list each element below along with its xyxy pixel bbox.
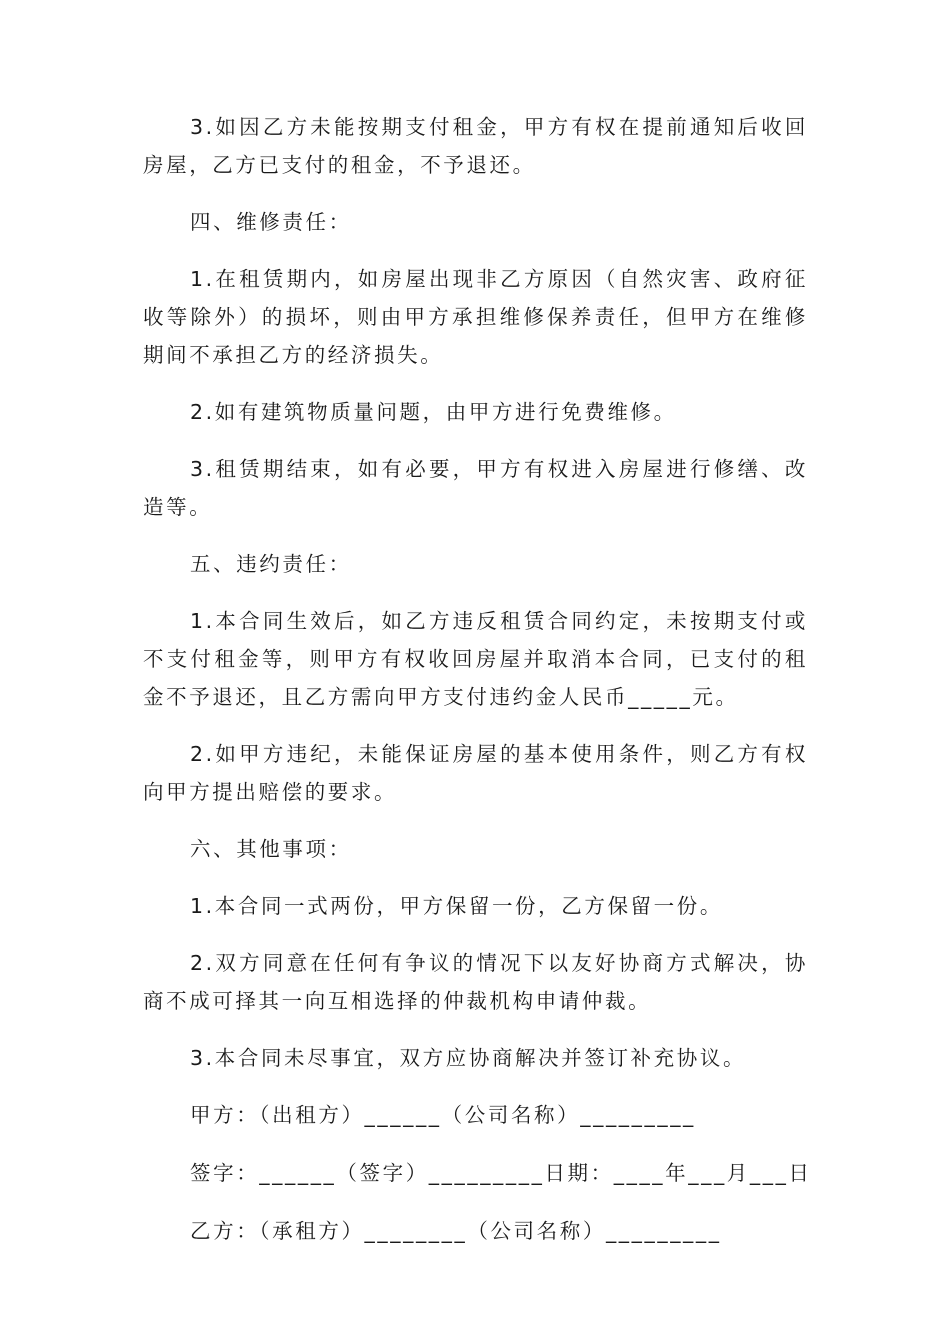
clause-1-tenant-breach: 1.本合同生效后，如乙方违反租赁合同约定，未按期支付或不支付租金等，则甲方有权收回房屋并取消本合同，已支付的租金不予退还，且乙方需向甲方支付违约金人民币_____元。 xyxy=(143,609,808,709)
clause-2-dispute: 2.双方同意在任何有争议的情况下以友好协商方式解决，协商不成可择其一向互相选择的仲裁机构申请仲裁。 xyxy=(143,951,808,1013)
signature-date-line: 签字：______（签字）_________日期：____年___月___日 xyxy=(190,1161,812,1185)
party-b-line: 乙方：（承租方）________（公司名称）_________ xyxy=(190,1219,722,1243)
clause-2-landlord-breach: 2.如甲方违纪，未能保证房屋的基本使用条件，则乙方有权向甲方提出赔偿的要求。 xyxy=(143,742,808,804)
clause-1-copies: 1.本合同一式两份，甲方保留一份，乙方保留一份。 xyxy=(190,894,723,918)
section-heading-maintenance: 四、维修责任： xyxy=(190,210,352,234)
section-heading-other: 六、其他事项： xyxy=(190,837,352,861)
document-body xyxy=(143,108,812,1270)
clause-3-renovation: 3.租赁期结束，如有必要，甲方有权进入房屋进行修缮、改造等。 xyxy=(143,457,808,519)
clause-1-maintenance: 1.在租赁期内，如房屋出现非乙方原因（自然灾害、政府征收等除外）的损坏，则由甲方承担维修保养责任，但甲方在维修期间不承担乙方的经济损失。 xyxy=(143,267,808,367)
clause-3-supplement: 3.本合同未尽事宜，双方应协商解决并签订补充协议。 xyxy=(190,1046,747,1070)
party-a-line: 甲方：（出租方）______（公司名称）_________ xyxy=(190,1103,696,1127)
clause-3-rent-default: 3.如因乙方未能按期支付租金，甲方有权在提前通知后收回房屋，乙方已支付的租金，不予退还。 xyxy=(143,115,808,177)
clause-2-building-quality: 2.如有建筑物质量问题，由甲方进行免费维修。 xyxy=(190,400,677,424)
section-heading-breach: 五、违约责任： xyxy=(190,552,352,576)
